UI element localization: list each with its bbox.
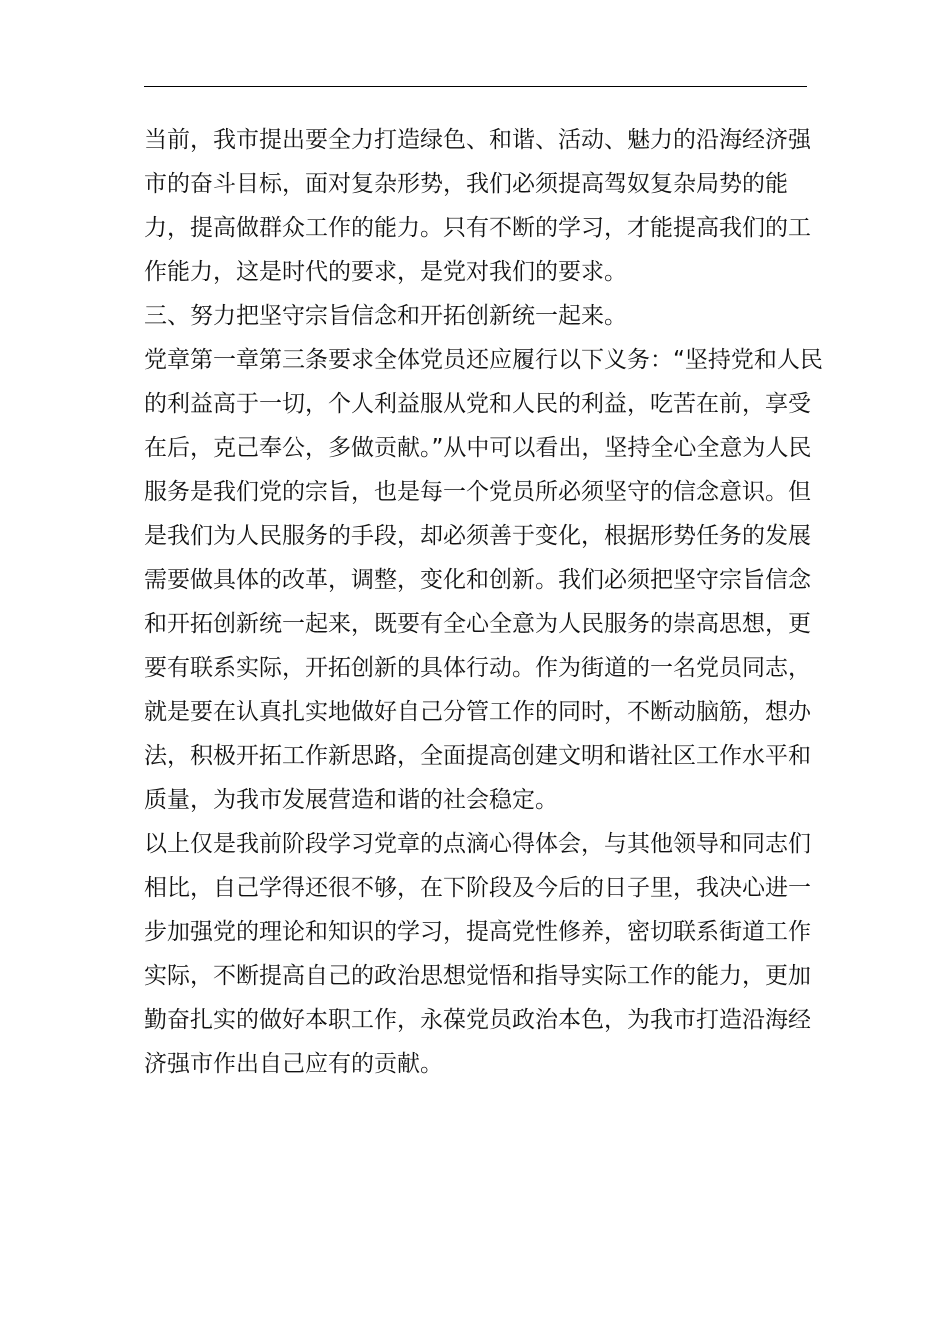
paragraph-party-constitution: 党章第一章第三条要求全体党员还应履行以下义务：“坚持党和人民的利益高于一切，个人利益服从党和人民的利益，吃苦在前，享受在后，克己奉公，多做贡献。”从中可以看出，坚持全心全意为人民服务是我们党的宗旨，也是每一个党员所必须坚守的信念意识。但是我们为人民服务的手段，却必须善于变化，根据形势任务的发展需要做具体的改革，调整，变化和创新。我们必须把坚守宗旨信念和开拓创新统一起来，既要有全心全意为人民服务的崇高思想，更要有联系实际，开拓创新的具体行动。作为街道的一名党员同志，就是要在认真扎实地做好自己分管工作的同时，不断动脑筋，想办法，积极开拓工作新思路，全面提高创建文明和谐社区工作水平和质量，为我市发展营造和谐的社会稳定。 [144,347,823,813]
header-rule [144,86,807,87]
document-body [144,118,824,1086]
paragraph-conclusion: 以上仅是我前阶段学习党章的点滴心得体会，与其他领导和同志们相比，自己学得还很不够，在下阶段及今后的日子里，我决心进一步加强党的理论和知识的学习，提高党性修养，密切联系街道工作实际，不断提高自己的政治思想觉悟和指导实际工作的能力，更加勤奋扎实的做好本职工作，永葆党员政治本色，为我市打造沿海经济强市作出自己应有的贡献。 [144,831,811,1077]
paragraph-current-goals: 当前，我市提出要全力打造绿色、和谐、活动、魅力的沿海经济强市的奋斗目标，面对复杂形势，我们必须提高驾奴复杂局势的能力，提高做群众工作的能力。只有不断的学习，才能提高我们的工作能力，这是时代的要求，是党对我们的要求。 [144,127,811,285]
section-heading-three: 三、努力把坚守宗旨信念和开拓创新统一起来。 [144,303,627,329]
